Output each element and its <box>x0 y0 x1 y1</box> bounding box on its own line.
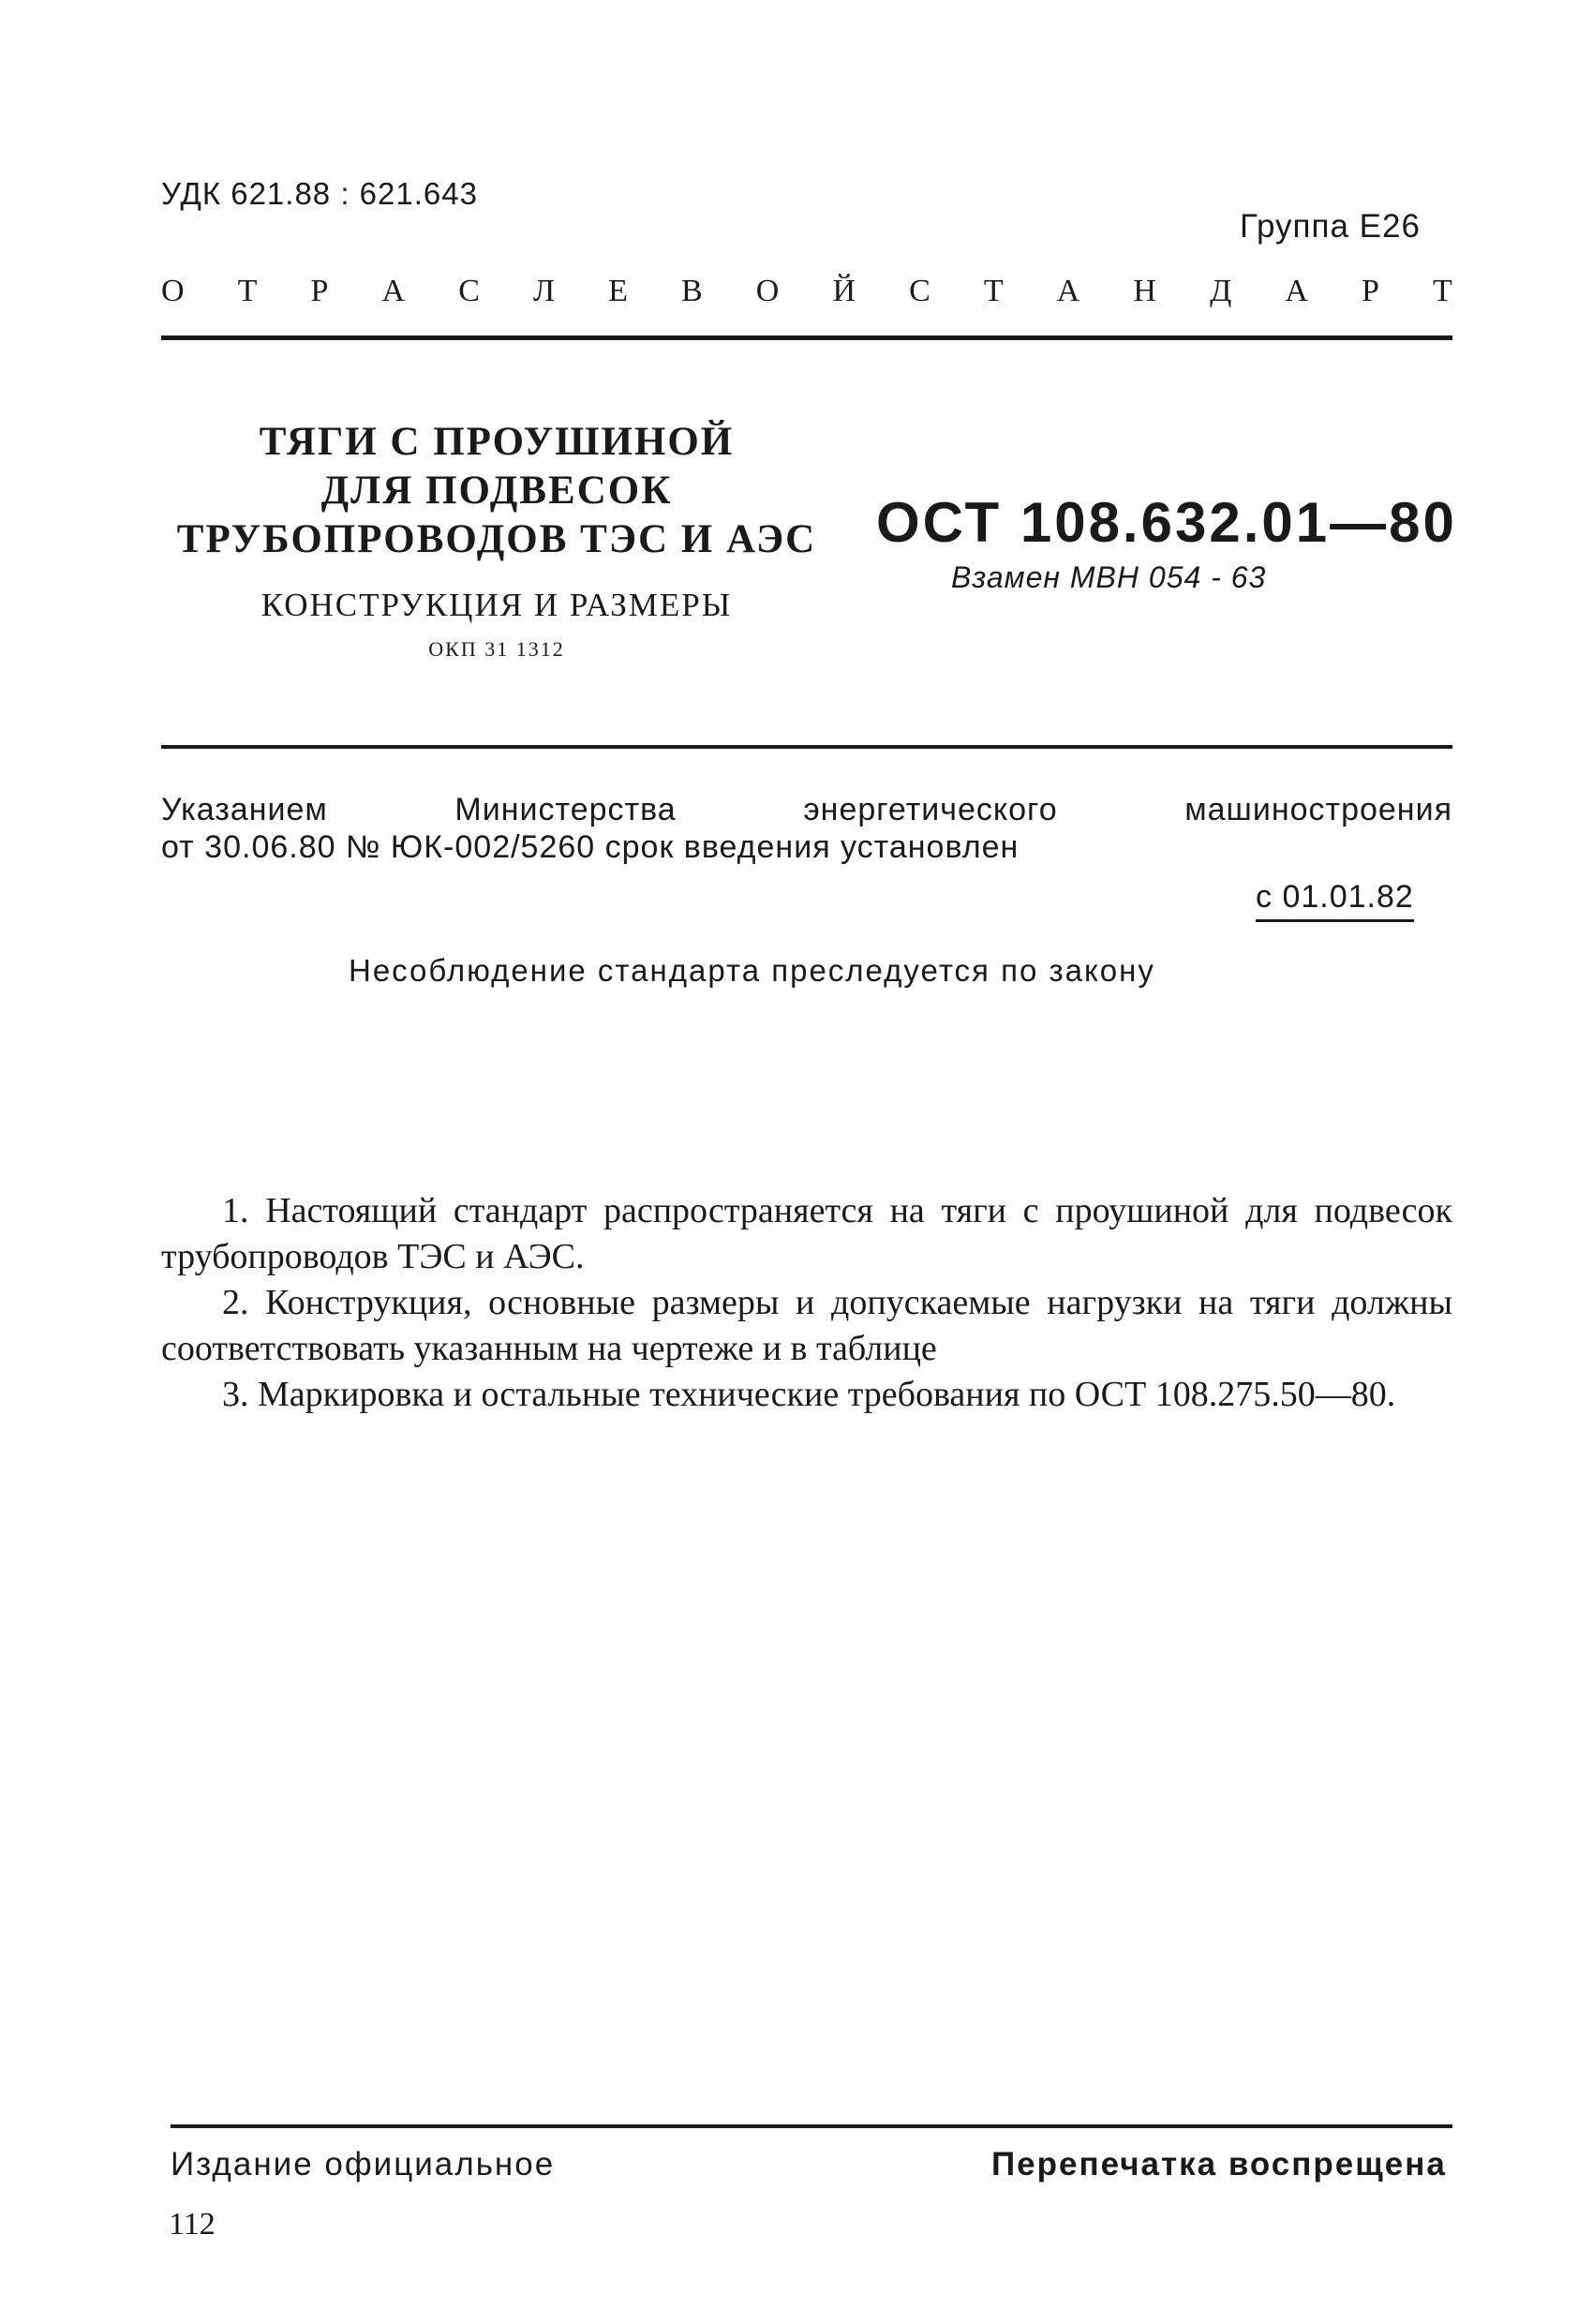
banner-letter: Р <box>310 274 329 308</box>
body-paragraph: 1. Настоящий стандарт распространяется на тяги с проушиной для подвесок трубопроводов ТЭС и АЭС. <box>161 1191 1452 1276</box>
directive-text <box>161 791 1452 866</box>
edition-note: Издание официальное <box>171 2146 556 2182</box>
banner-letter: Й <box>832 274 856 308</box>
title-line: ТРУБОПРОВОДОВ ТЭС И АЭС <box>176 517 817 561</box>
udk-code: УДК 621.88 : 621.643 <box>161 176 478 211</box>
banner-letter: Л <box>532 274 556 308</box>
effective-date: с 01.01.82 <box>1256 879 1414 922</box>
banner-letter: Д <box>1210 274 1232 308</box>
body-paragraph: 3. Маркировка и остальные технические требования по ОСТ 108.275.50—80. <box>222 1375 1396 1414</box>
header-divider <box>161 335 1452 340</box>
title-line: ТЯГИ С ПРОУШИНОЙ <box>259 420 735 464</box>
banner-letter: Е <box>608 274 628 308</box>
reprint-notice: Перепечатка воспрещена <box>991 2146 1447 2182</box>
footer-divider <box>171 2124 1452 2128</box>
directive-word: Министерства <box>454 792 677 827</box>
directive-word: энергетического <box>803 792 1058 827</box>
replaces-note: Взамен МВН 054 - 63 <box>951 560 1267 594</box>
banner-letter: О <box>755 274 780 308</box>
directive-word: Указанием <box>161 792 328 827</box>
page-number: 112 <box>169 2207 216 2242</box>
banner-letter: А <box>1056 274 1080 308</box>
banner-letter: Н <box>1133 274 1156 308</box>
document-subtitle: КОНСТРУКЦИЯ И РАЗМЕРЫ <box>261 587 733 623</box>
title-divider <box>161 745 1452 749</box>
banner-letter: Р <box>1362 274 1379 308</box>
banner-letter: С <box>909 274 930 308</box>
banner-letter: Т <box>237 274 258 308</box>
group-code: Группа Е26 <box>1240 208 1421 245</box>
banner-letter: А <box>1285 274 1308 308</box>
law-notice: Несоблюдение стандарта преследуется по закону <box>349 953 1155 988</box>
directive-line <box>161 791 1452 828</box>
banner-letter: О <box>161 274 185 308</box>
directive-word: машиностроения <box>1184 792 1452 827</box>
standard-body <box>161 1188 1452 1418</box>
standard-code: ОСТ 108.632.01—80 <box>876 491 1457 554</box>
banner-letter: В <box>681 274 703 308</box>
body-paragraph: 2. Конструкция, основные размеры и допускаемые нагрузки на тяги должны соответствовать указанным на чертеже и в таблице <box>161 1283 1452 1368</box>
okp-code: ОКП 31 1312 <box>428 637 565 661</box>
banner-letter: С <box>458 274 480 308</box>
banner-letter: Т <box>983 274 1004 308</box>
document-title <box>150 418 843 662</box>
standard-type-banner <box>161 274 1452 309</box>
banner-letter: Т <box>1433 274 1452 308</box>
banner-letter: А <box>381 274 406 308</box>
directive-line: от 30.06.80 № ЮК-002/5260 срок введения установлен <box>161 829 1020 865</box>
title-line: ДЛЯ ПОДВЕСОК <box>320 469 673 513</box>
